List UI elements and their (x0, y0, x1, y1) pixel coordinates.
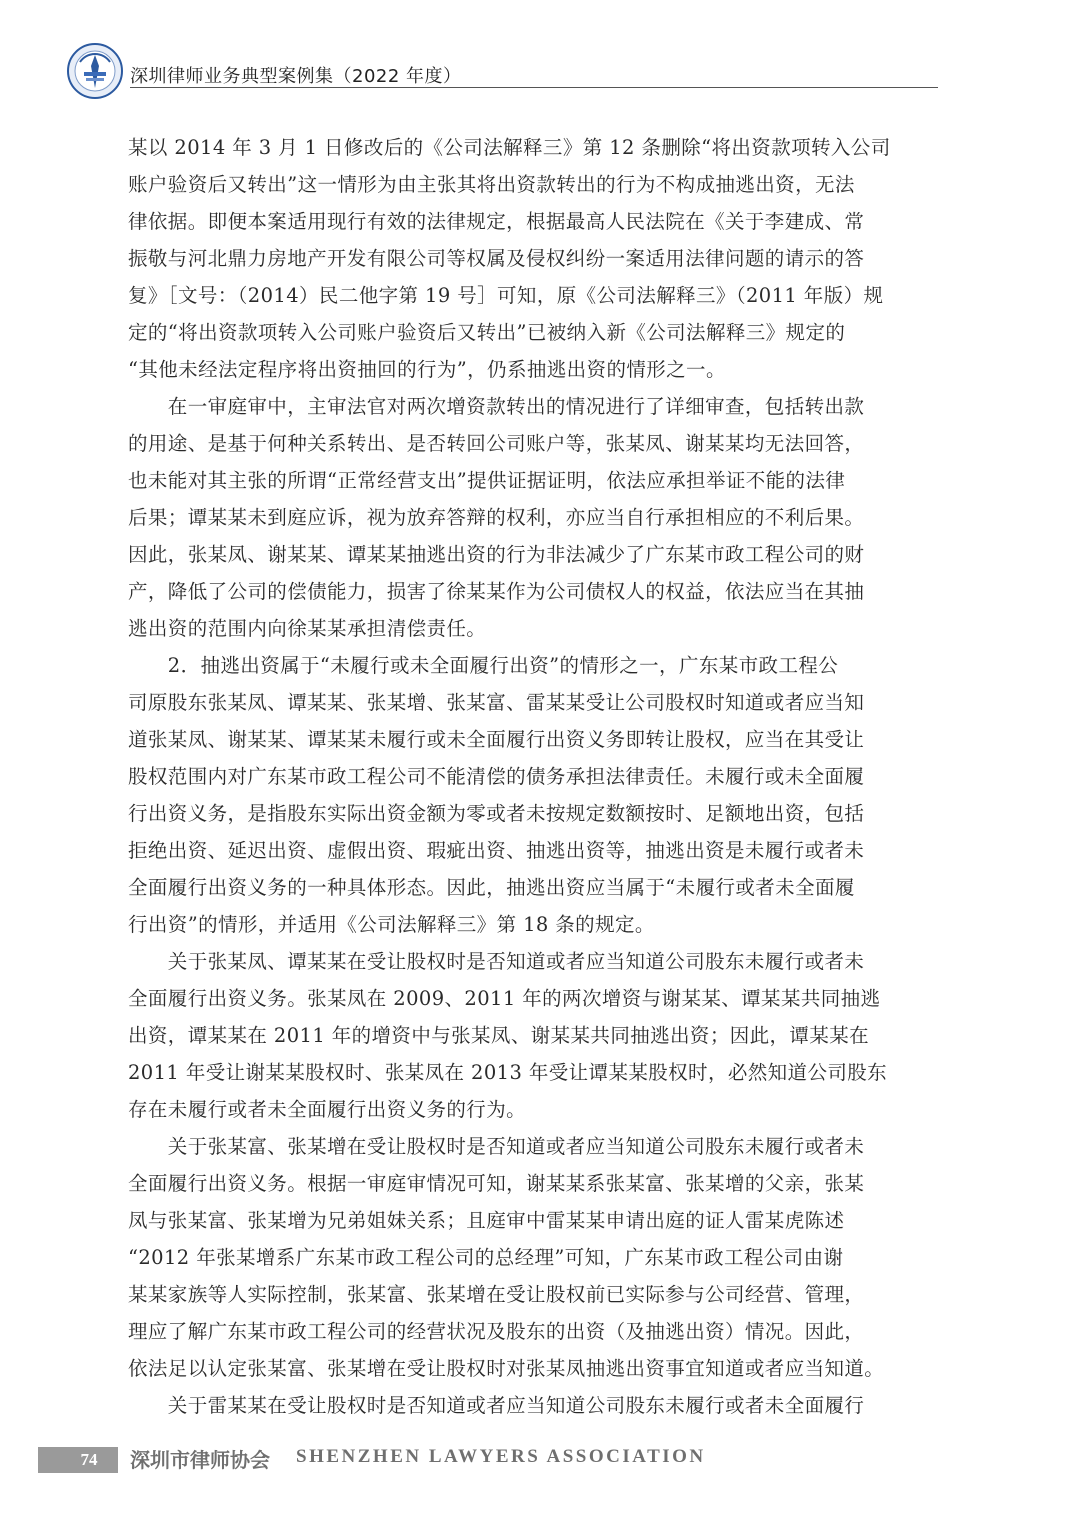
text-line: 2011 年受让谢某某股权时、张某凤在 2013 年受让谭某某股权时，必然知道公司股东 (128, 1061, 888, 1084)
text-line: 道张某凤、谢某某、谭某某未履行或未全面履行出资义务即转让股权，应当在其受让 (128, 728, 865, 751)
text-line: 全面履行出资义务。根据一审庭审情况可知，谢某某系张某富、张某增的父亲，张某 (128, 1172, 865, 1195)
text-line: 股权范围内对广东某市政工程公司不能清偿的债务承担法律责任。未履行或未全面履 (128, 765, 865, 788)
footer-org-name-cn: 深圳市律师协会 (130, 1448, 270, 1472)
text-line: 某某家族等人实际控制，张某富、张某增在受让股权前已实际参与公司经营、管理， (128, 1283, 865, 1306)
text-line: 出资，谭某某在 2011 年的增资中与张某凤、谢某某共同抽逃出资；因此，谭某某在 (128, 1024, 870, 1047)
text-line: 复》［文号：（2014）民二他字第 19 号］可知，原《公司法解释三》（2011 年版）规 (128, 284, 884, 307)
text-line: 律依据。即便本案适用现行有效的法律规定，根据最高人民法院在《关于李建成、常 (128, 210, 865, 233)
text-line: 因此，张某凤、谢某某、谭某某抽逃出资的行为非法减少了广东某市政工程公司的财 (128, 543, 865, 566)
text-line: 在一审庭审中，主审法官对两次增资款转出的情况进行了详细审查，包括转出款 (128, 395, 865, 418)
text-line: 行出资义务，是指股东实际出资金额为零或者未按规定数额按时、足额地出资，包括 (128, 802, 865, 825)
text-line: 逃出资的范围内向徐某某承担清偿责任。 (128, 617, 487, 640)
text-line: “其他未经法定程序将出资抽回的行为”，仍系抽逃出资的情形之一。 (128, 358, 726, 381)
text-line: 存在未履行或者未全面履行出资义务的行为。 (128, 1098, 527, 1121)
footer-org-name-en: SHENZHEN LAWYERS ASSOCIATION (296, 1446, 706, 1467)
text-line: 行出资”的情形，并适用《公司法解释三》第 18 条的规定。 (128, 913, 655, 936)
body-text (128, 129, 940, 1424)
text-line: “2012 年张某增系广东某市政工程公司的总经理”可知，广东某市政工程公司由谢 (128, 1246, 844, 1269)
text-line: 定的“将出资款项转入公司账户验资后又转出”已被纳入新《公司法解释三》规定的 (128, 321, 846, 344)
text-line: 凤与张某富、张某增为兄弟姐妹关系；且庭审中雷某某申请出庭的证人雷某虎陈述 (128, 1209, 845, 1232)
page-header (66, 42, 938, 102)
association-logo-icon (66, 42, 124, 100)
header-title: 深圳律师业务典型案例集（2022 年度） (130, 66, 462, 87)
text-line: 关于张某凤、谭某某在受让股权时是否知道或者应当知道公司股东未履行或者未 (128, 950, 865, 973)
text-line: 的用途、是基于何种关系转出、是否转回公司账户等，张某凤、谢某某均无法回答， (128, 432, 865, 455)
text-line: 振敬与河北鼎力房地产开发有限公司等权属及侵权纠纷一案适用法律问题的请示的答 (128, 247, 865, 270)
text-line: 全面履行出资义务。张某凤在 2009、2011 年的两次增资与谢某某、谭某某共同抽逃 (128, 987, 881, 1010)
text-line: 司原股东张某凤、谭某某、张某增、张某富、雷某某受让公司股权时知道或者应当知 (128, 691, 865, 714)
text-line: 关于雷某某在受让股权时是否知道或者应当知道公司股东未履行或者未全面履行 (128, 1394, 865, 1417)
text-line: 后果；谭某某未到庭应诉，视为放弃答辩的权利，亦应当自行承担相应的不利后果。 (128, 506, 865, 529)
text-line: 某以 2014 年 3 月 1 日修改后的《公司法解释三》第 12 条删除“将出资款项转入公司 (128, 136, 891, 159)
page-number-box (38, 1447, 118, 1473)
text-line: 2．抽逃出资属于“未履行或未全面履行出资”的情形之一，广东某市政工程公 (128, 654, 839, 677)
text-line: 依法足以认定张某富、张某增在受让股权时对张某凤抽逃出资事宜知道或者应当知道。 (128, 1357, 885, 1380)
text-line: 产，降低了公司的偿债能力，损害了徐某某作为公司债权人的权益，依法应当在其抽 (128, 580, 865, 603)
page-number: 74 (80, 1450, 98, 1469)
text-line: 关于张某富、张某增在受让股权时是否知道或者应当知道公司股东未履行或者未 (128, 1135, 865, 1158)
text-line: 拒绝出资、延迟出资、虚假出资、瑕疵出资、抽逃出资等，抽逃出资是未履行或者未 (128, 839, 865, 862)
page-footer (38, 1446, 938, 1478)
text-line: 也未能对其主张的所谓“正常经营支出”提供证据证明，依法应承担举证不能的法律 (128, 469, 846, 492)
text-line: 全面履行出资义务的一种具体形态。因此，抽逃出资应当属于“未履行或者未全面履 (128, 876, 855, 899)
text-line: 理应了解广东某市政工程公司的经营状况及股东的出资（及抽逃出资）情况。因此， (128, 1320, 865, 1343)
text-line: 账户验资后又转出”这一情形为由主张其将出资款转出的行为不构成抽逃出资，无法 (128, 173, 855, 196)
header-divider (130, 87, 938, 88)
